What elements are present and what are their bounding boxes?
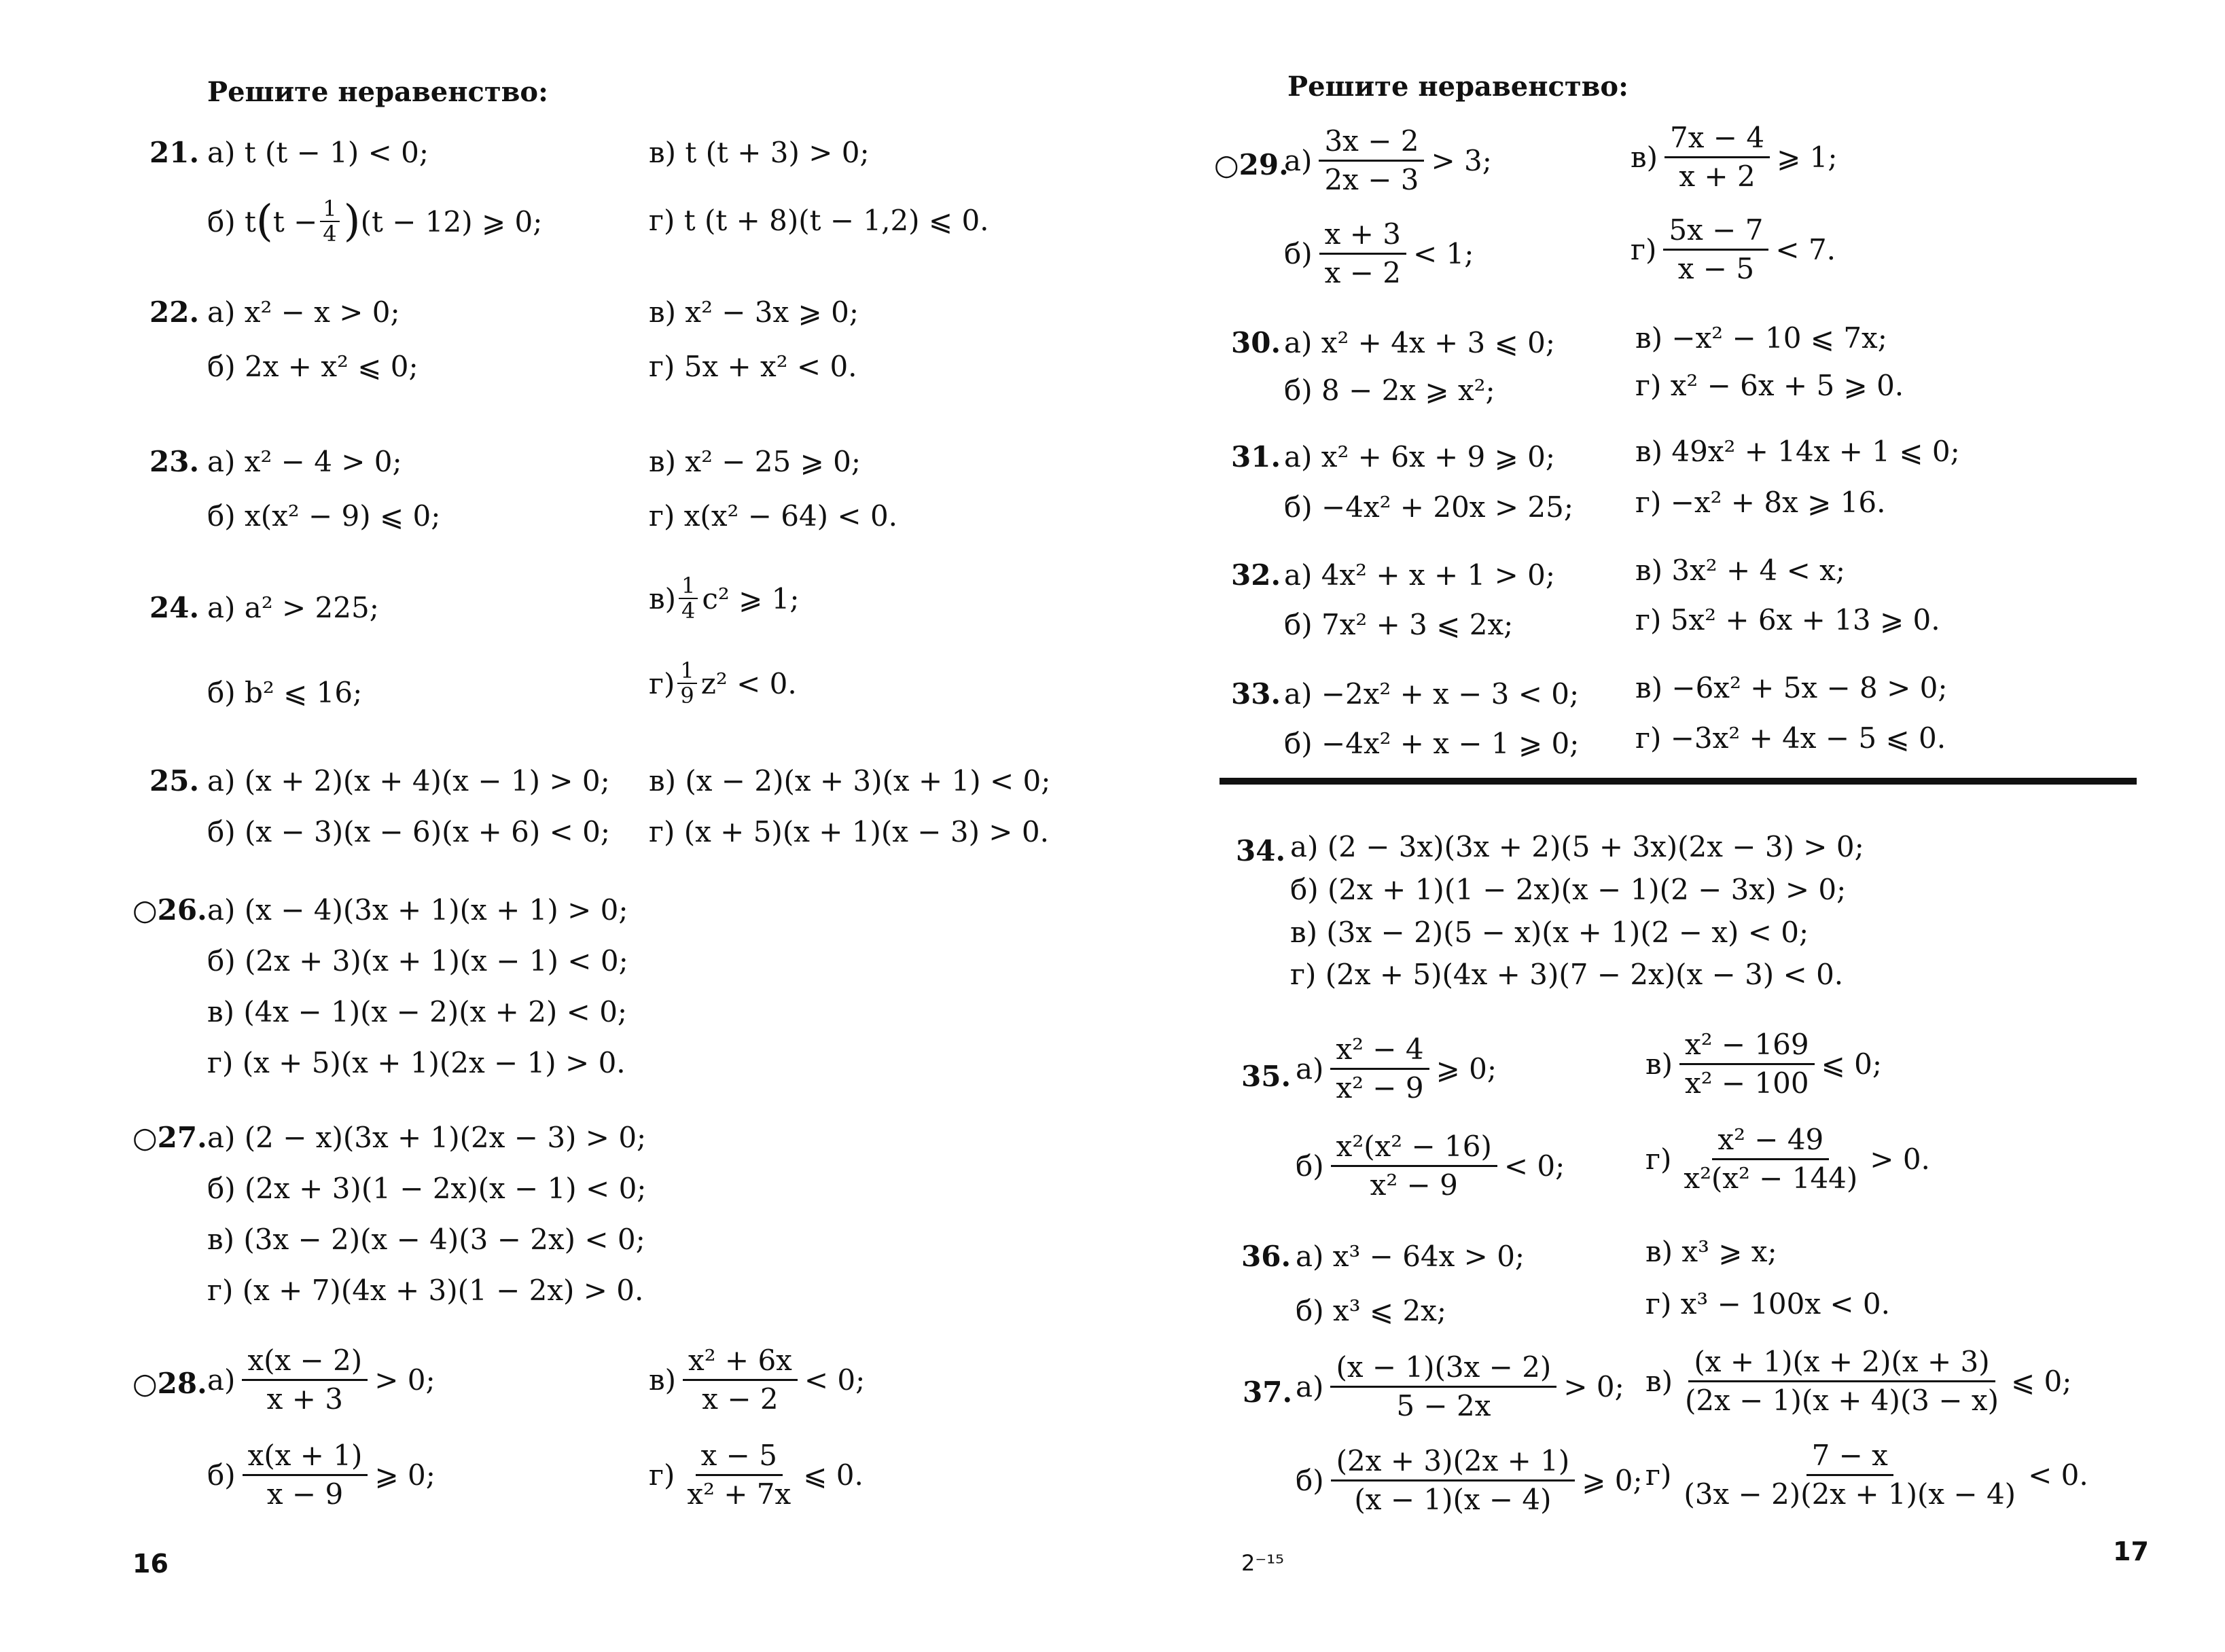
problem-23v: в) x² − 25 ⩾ 0;	[649, 445, 861, 478]
problem-29a-denominator: 2x − 3	[1324, 163, 1419, 197]
problem-31-number: 31.	[1231, 440, 1281, 473]
problem-21b-mid: t −	[272, 204, 318, 238]
problem-24g-prefix: г)	[649, 666, 675, 700]
problem-35g	[1645, 1124, 1930, 1194]
problem-36b: б) x³ ⩽ 2x;	[1296, 1294, 1446, 1327]
problem-35g-prefix: г)	[1645, 1143, 1672, 1177]
problem-29v-suffix: ⩾ 1;	[1777, 141, 1838, 175]
problem-26b: б) (2x + 3)(x + 1)(x − 1) < 0;	[207, 944, 628, 977]
right-heading: Решите неравенство:	[1287, 71, 1628, 103]
problem-24g-fraction	[677, 659, 696, 708]
problem-28b-numerator: x(x + 1)	[243, 1440, 368, 1476]
problem-35g-denominator: x²(x² − 144)	[1684, 1162, 1858, 1196]
problem-37g-suffix: < 0.	[2028, 1458, 2088, 1492]
problem-26a: а) (x − 4)(3x + 1)(x + 1) > 0;	[207, 893, 628, 927]
problem-21a: а) t (t − 1) < 0;	[207, 136, 429, 169]
problem-30g: г) x² − 6x + 5 ⩾ 0.	[1635, 369, 1904, 402]
problem-28v-denominator: x − 2	[702, 1382, 779, 1416]
problem-23g: г) x(x² − 64) < 0.	[649, 499, 898, 533]
problem-37a-numerator: (x − 1)(3x − 2)	[1330, 1352, 1556, 1388]
problem-24g-denominator: 9	[680, 683, 694, 709]
problem-33v: в) −6x² + 5x − 8 > 0;	[1635, 671, 1948, 704]
problem-37b	[1296, 1446, 1643, 1515]
problem-28v-fraction	[683, 1345, 798, 1415]
problem-30v: в) −x² − 10 ⩽ 7x;	[1635, 321, 1887, 355]
problem-28a-prefix: а)	[207, 1363, 236, 1397]
problem-25v: в) (x − 2)(x + 3)(x + 1) < 0;	[649, 764, 1051, 797]
problem-21b-numerator: 1	[320, 197, 339, 222]
problem-32v: в) 3x² + 4 < x;	[1635, 554, 1845, 587]
problem-35v	[1645, 1029, 1882, 1099]
problem-30a: а) x² + 4x + 3 ⩽ 0;	[1284, 326, 1555, 359]
problem-29g-denominator: x − 5	[1677, 252, 1755, 286]
problem-24v-numerator: 1	[679, 574, 698, 599]
problem-27g: г) (x + 7)(4x + 3)(1 − 2x) > 0.	[207, 1274, 644, 1307]
problem-37g-fraction	[1678, 1440, 2021, 1510]
problem-37a-prefix: а)	[1296, 1370, 1324, 1404]
problem-28-number: ○28.	[132, 1367, 207, 1400]
problem-26-number: ○26.	[132, 893, 207, 927]
problem-28b-denominator: x − 9	[266, 1477, 344, 1511]
problem-32a: а) 4x² + x + 1 > 0;	[1284, 558, 1555, 592]
problem-37g	[1645, 1440, 2088, 1510]
problem-29v-prefix: в)	[1631, 141, 1658, 175]
problem-29b	[1284, 219, 1474, 289]
problem-21b	[207, 197, 542, 246]
problem-35a-denominator: x² − 9	[1336, 1071, 1424, 1105]
problem-24b: б) b² ⩽ 16;	[207, 676, 363, 709]
problem-22v: в) x² − 3x ⩾ 0;	[649, 295, 859, 329]
problem-25a: а) (x + 2)(x + 4)(x − 1) > 0;	[207, 764, 610, 797]
problem-29a	[1284, 126, 1492, 196]
problem-35a-numerator: x² − 4	[1330, 1034, 1429, 1070]
problem-34a: а) (2 − 3x)(3x + 2)(5 + 3x)(2x − 3) > 0;	[1290, 830, 1864, 863]
problem-34-number: 34.	[1236, 834, 1286, 867]
problem-24v	[649, 574, 800, 623]
problem-28v-numerator: x² + 6x	[683, 1345, 798, 1381]
problem-21b-denominator: 4	[323, 221, 337, 247]
problem-29b-prefix: б)	[1284, 237, 1313, 271]
problem-29g-numerator: 5x − 7	[1663, 215, 1768, 251]
problem-28b	[207, 1440, 435, 1510]
problem-35a-suffix: ⩾ 0;	[1436, 1052, 1497, 1086]
problem-22a: а) x² − x > 0;	[207, 295, 400, 329]
problem-37b-suffix: ⩾ 0;	[1582, 1464, 1643, 1498]
problem-36-number: 36.	[1241, 1240, 1292, 1273]
problem-33b: б) −4x² + x − 1 ⩾ 0;	[1284, 727, 1580, 760]
problem-37v-prefix: в)	[1645, 1365, 1673, 1399]
problem-33-number: 33.	[1231, 677, 1281, 711]
problem-37a	[1296, 1352, 1624, 1422]
problem-29a-prefix: а)	[1284, 144, 1313, 178]
problem-34b: б) (2x + 1)(1 − 2x)(x − 1)(2 − 3x) > 0;	[1290, 873, 1847, 906]
problem-29a-numerator: 3x − 2	[1319, 126, 1424, 162]
problem-35v-numerator: x² − 169	[1679, 1029, 1815, 1065]
problem-24a: а) a² > 225;	[207, 591, 379, 624]
problem-22b: б) 2x + x² ⩽ 0;	[207, 350, 419, 383]
problem-29g	[1631, 215, 1836, 285]
problem-28a-numerator: x(x − 2)	[242, 1345, 368, 1381]
problem-37a-denominator: 5 − 2x	[1396, 1389, 1491, 1423]
problem-31g: г) −x² + 8x ⩾ 16.	[1635, 486, 1886, 519]
problem-24v-prefix: в)	[649, 581, 677, 615]
right-page	[1112, 0, 2225, 1652]
problem-36v: в) x³ ⩾ x;	[1645, 1235, 1777, 1268]
problem-35a-prefix: а)	[1296, 1052, 1324, 1086]
problem-21b-suffix: (t − 12) ⩾ 0;	[360, 204, 543, 238]
problem-28a-fraction	[242, 1345, 368, 1415]
problem-27b: б) (2x + 3)(1 − 2x)(x − 1) < 0;	[207, 1172, 647, 1205]
problem-24g	[649, 659, 797, 708]
right-page-number: 17	[2113, 1537, 2149, 1566]
problem-35b-fraction	[1331, 1131, 1497, 1201]
problem-35b-suffix: < 0;	[1503, 1149, 1565, 1183]
problem-32g: г) 5x² + 6x + 13 ⩾ 0.	[1635, 603, 1940, 636]
problem-28g-prefix: г)	[649, 1458, 675, 1492]
problem-21g: г) t (t + 8)(t − 1,2) ⩽ 0.	[649, 204, 989, 237]
problem-35g-numerator: x² − 49	[1712, 1124, 1829, 1160]
problem-35v-suffix: ⩽ 0;	[1821, 1047, 1883, 1081]
problem-34g: г) (2x + 5)(4x + 3)(7 − 2x)(x − 3) < 0.	[1290, 958, 1844, 991]
problem-31v: в) 49x² + 14x + 1 ⩽ 0;	[1635, 435, 1960, 468]
problem-28v	[649, 1345, 865, 1415]
problem-29b-fraction	[1319, 219, 1406, 289]
problem-33g: г) −3x² + 4x − 5 ⩽ 0.	[1635, 721, 1946, 755]
problem-26v: в) (4x − 1)(x − 2)(x + 2) < 0;	[207, 995, 628, 1028]
problem-24v-fraction	[679, 574, 698, 623]
problem-37g-prefix: г)	[1645, 1458, 1672, 1492]
problem-21b-fraction	[320, 197, 339, 246]
problem-28b-fraction	[243, 1440, 368, 1510]
problem-35a	[1296, 1034, 1497, 1104]
left-heading: Решите неравенство:	[207, 76, 548, 108]
problem-28b-prefix: б)	[207, 1458, 236, 1492]
problem-28g-numerator: x − 5	[696, 1440, 783, 1476]
problem-28b-suffix: ⩾ 0;	[374, 1458, 435, 1492]
problem-37v-suffix: ⩽ 0;	[2010, 1365, 2072, 1399]
problem-37v	[1645, 1346, 2071, 1416]
problem-37v-denominator: (2x − 1)(x + 4)(3 − x)	[1685, 1384, 1999, 1418]
problem-32-number: 32.	[1231, 558, 1281, 592]
problem-26g: г) (x + 5)(x + 1)(2x − 1) > 0.	[207, 1046, 626, 1079]
problem-29b-denominator: x − 2	[1324, 256, 1401, 290]
problem-34v: в) (3x − 2)(5 − x)(x + 1)(2 − x) < 0;	[1290, 916, 1809, 949]
left-page	[0, 0, 1112, 1652]
problem-24g-suffix: z² < 0.	[700, 666, 797, 700]
left-paren: (	[255, 196, 273, 247]
printer-signature: 2⁻¹⁵	[1241, 1550, 1284, 1576]
problem-21b-prefix: б) t	[207, 204, 256, 238]
problem-32b: б) 7x² + 3 ⩽ 2x;	[1284, 608, 1514, 641]
problem-35g-fraction	[1678, 1124, 1863, 1194]
problem-29v-fraction	[1665, 122, 1770, 192]
problem-37g-numerator: 7 − x	[1806, 1440, 1893, 1476]
problem-29g-prefix: г)	[1631, 233, 1657, 267]
problem-22-number: 22.	[149, 295, 200, 329]
problem-35-number: 35.	[1241, 1060, 1292, 1093]
problem-21-number: 21.	[149, 136, 200, 169]
problem-30-number: 30.	[1231, 326, 1281, 359]
problem-23b: б) x(x² − 9) ⩽ 0;	[207, 499, 441, 533]
problem-35b-numerator: x²(x² − 16)	[1331, 1131, 1497, 1167]
problem-37a-suffix: > 0;	[1563, 1370, 1624, 1404]
problem-35b-prefix: б)	[1296, 1149, 1324, 1183]
problem-29b-numerator: x + 3	[1319, 219, 1406, 255]
problem-27v: в) (3x − 2)(x − 4)(3 − 2x) < 0;	[207, 1223, 645, 1256]
problem-29a-suffix: > 3;	[1431, 144, 1492, 178]
problem-33a: а) −2x² + x − 3 < 0;	[1284, 677, 1580, 711]
problem-37-number: 37.	[1243, 1376, 1293, 1409]
problem-31a: а) x² + 6x + 9 ⩾ 0;	[1284, 440, 1555, 473]
problem-29v-denominator: x + 2	[1679, 160, 1756, 194]
problem-28g	[649, 1440, 864, 1510]
problem-35g-suffix: > 0.	[1870, 1143, 1930, 1177]
problem-37v-numerator: (x + 1)(x + 2)(x + 3)	[1688, 1346, 1995, 1382]
problem-29-number: ○29.	[1214, 148, 1289, 181]
problem-21v: в) t (t + 3) > 0;	[649, 136, 870, 169]
right-paren: )	[343, 196, 361, 247]
problem-37v-fraction	[1679, 1346, 2004, 1416]
left-page-number: 16	[132, 1549, 168, 1579]
section-divider	[1220, 778, 2137, 785]
problem-29b-suffix: < 1;	[1412, 237, 1474, 271]
problem-24v-denominator: 4	[681, 598, 696, 624]
problem-27-number: ○27.	[132, 1121, 207, 1154]
problem-31b: б) −4x² + 20x > 25;	[1284, 490, 1573, 524]
problem-28a-suffix: > 0;	[374, 1363, 435, 1397]
problem-28v-prefix: в)	[649, 1363, 677, 1397]
problem-24-number: 24.	[149, 591, 200, 624]
problem-37b-prefix: б)	[1296, 1464, 1324, 1498]
problem-22g: г) 5x + x² < 0.	[649, 350, 857, 383]
problem-35b-denominator: x² − 9	[1370, 1168, 1458, 1202]
problem-29a-fraction	[1319, 126, 1424, 196]
problem-28g-fraction	[681, 1440, 796, 1510]
problem-23-number: 23.	[149, 445, 200, 478]
problem-28g-suffix: ⩽ 0.	[803, 1458, 864, 1492]
problem-23a: а) x² − 4 > 0;	[207, 445, 402, 478]
problem-36a: а) x³ − 64x > 0;	[1296, 1240, 1525, 1273]
problem-25g: г) (x + 5)(x + 1)(x − 3) > 0.	[649, 815, 1049, 848]
problem-37b-denominator: (x − 1)(x − 4)	[1354, 1483, 1552, 1517]
problem-30b: б) 8 − 2x ⩾ x²;	[1284, 374, 1495, 407]
problem-29g-fraction	[1663, 215, 1768, 285]
problem-37b-fraction	[1331, 1446, 1576, 1515]
problem-24v-suffix: c² ⩾ 1;	[702, 581, 800, 615]
problem-37g-denominator: (3x − 2)(2x + 1)(x − 4)	[1684, 1477, 2016, 1511]
problem-37b-numerator: (2x + 3)(2x + 1)	[1331, 1446, 1576, 1482]
problem-28a	[207, 1345, 435, 1415]
problem-35v-fraction	[1679, 1029, 1815, 1099]
problem-29v	[1631, 122, 1837, 192]
problem-35v-denominator: x² − 100	[1685, 1066, 1809, 1100]
problem-37a-fraction	[1330, 1352, 1556, 1422]
problem-29g-suffix: < 7.	[1775, 233, 1836, 267]
problem-28g-denominator: x² + 7x	[687, 1477, 791, 1511]
problem-25-number: 25.	[149, 764, 200, 797]
problem-24g-numerator: 1	[677, 659, 696, 684]
problem-35b	[1296, 1131, 1565, 1201]
problem-27a: а) (2 − x)(3x + 1)(2x − 3) > 0;	[207, 1121, 647, 1154]
problem-36g: г) x³ − 100x < 0.	[1645, 1287, 1890, 1321]
problem-29v-numerator: 7x − 4	[1665, 122, 1770, 158]
problem-28a-denominator: x + 3	[266, 1382, 343, 1416]
problem-35v-prefix: в)	[1645, 1047, 1673, 1081]
problem-28v-suffix: < 0;	[804, 1363, 866, 1397]
problem-25b: б) (x − 3)(x − 6)(x + 6) < 0;	[207, 815, 611, 848]
problem-35a-fraction	[1330, 1034, 1429, 1104]
